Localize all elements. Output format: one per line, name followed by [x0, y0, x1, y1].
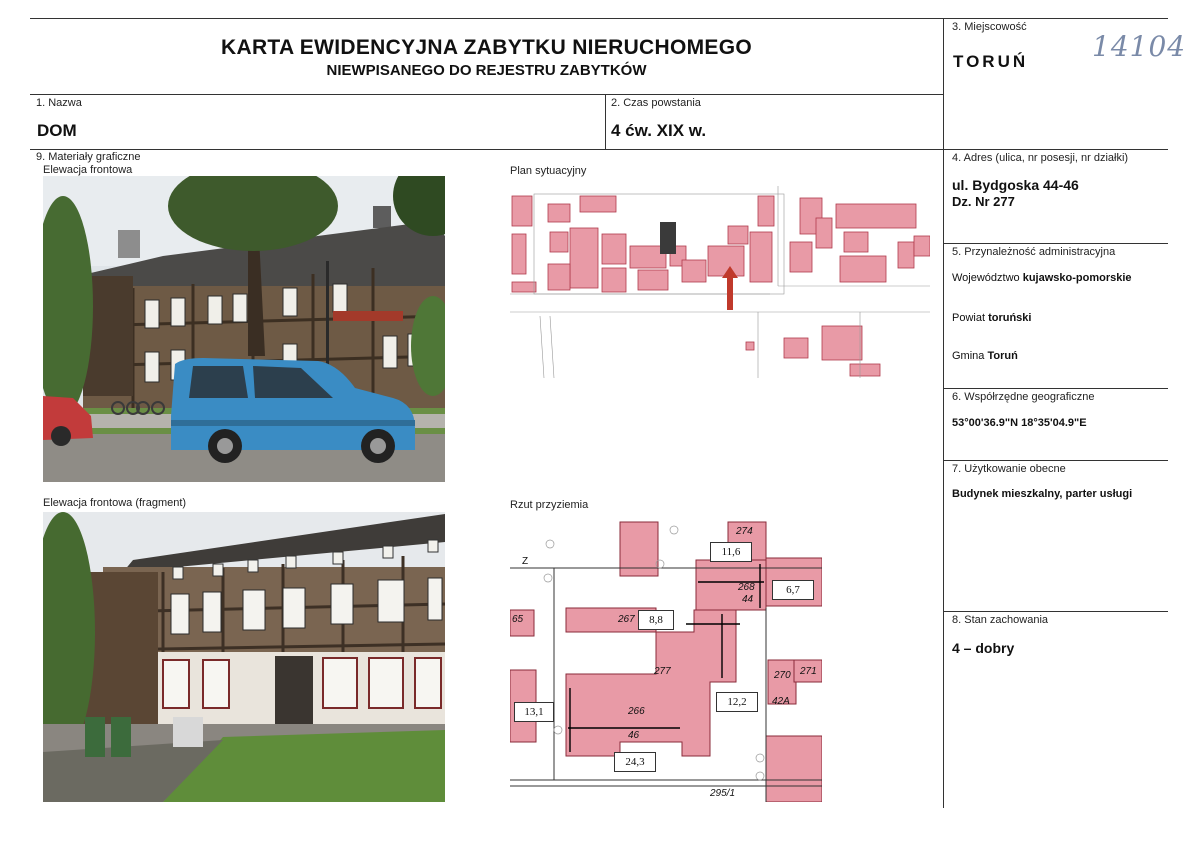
- field-1-value: DOM: [37, 121, 77, 140]
- dim-12-2: 12,2: [716, 692, 758, 712]
- plan-label-42a: 42A: [772, 696, 790, 707]
- dim-13-1: 13,1: [514, 702, 554, 722]
- ground-floor-plan: [510, 520, 822, 802]
- field-3-label: 3. Miejscowość: [952, 21, 1027, 33]
- photo-front-elevation-fragment: [43, 512, 445, 802]
- caption-front-elevation: Elewacja frontowa: [43, 164, 133, 176]
- field-7-label: 7. Użytkowanie obecne: [952, 463, 1066, 475]
- plan-label-266: 266: [628, 706, 645, 717]
- field-5-label: 5. Przynależność administracyjna: [952, 246, 1116, 258]
- photo-front-elevation: [43, 176, 445, 482]
- plan-label-270: 270: [774, 670, 791, 681]
- f5-bottom-line: [943, 388, 1168, 389]
- dim-11-6: 11,6: [710, 542, 752, 562]
- plan-label-267: 267: [618, 614, 635, 625]
- handwritten-number: 14104: [1092, 30, 1187, 63]
- dim-6-7: 6,7: [772, 580, 814, 600]
- field-8-value: 4 – dobry: [952, 640, 1015, 656]
- field-4-address: ul. Bydgoska 44-46: [952, 177, 1079, 193]
- row1-bottom-line: [30, 149, 1168, 150]
- field-4-label: 4. Adres (ulica, nr posesji, nr działki): [952, 152, 1129, 164]
- field-5-county: Powiat toruński: [952, 312, 1032, 324]
- field-2-label: 2. Czas powstania: [611, 97, 701, 109]
- dim-24-3: 24,3: [614, 752, 656, 772]
- caption-site-plan: Plan sytuacyjny: [510, 165, 587, 177]
- plan-label-46: 46: [628, 730, 640, 741]
- field-3-value: TORUŃ: [953, 52, 1029, 71]
- caption-ground-floor-plan: Rzut przyziemia: [510, 499, 589, 511]
- f6-bottom-line: [943, 460, 1168, 461]
- field-5-voivodeship: Województwo kujawsko-pomorskie: [952, 272, 1132, 284]
- frame-right-column-line: [943, 18, 944, 808]
- field-7-value: Budynek mieszkalny, parter usługi: [952, 488, 1133, 500]
- plan-label-268: 268: [738, 582, 755, 593]
- f7-bottom-line: [943, 611, 1168, 612]
- plan-label-65: 65: [512, 614, 524, 625]
- site-plan-map: [510, 186, 930, 378]
- field-2-value: 4 ćw. XIX w.: [611, 121, 707, 140]
- plan-label-271: 271: [800, 666, 817, 677]
- field-6-value: 53°00'36.9"N 18°35'04.9"E: [952, 417, 1087, 429]
- header-bottom-line: [30, 94, 943, 95]
- plan-label-277: 277: [654, 666, 671, 677]
- plan-label-z: Z: [522, 556, 529, 567]
- frame-top-line: [30, 18, 1168, 19]
- field-6-label: 6. Współrzędne geograficzne: [952, 391, 1095, 403]
- field-8-label: 8. Stan zachowania: [952, 614, 1049, 626]
- card-subtitle: NIEWPISANEGO DO REJESTRU ZABYTKÓW: [326, 62, 647, 79]
- card-title: KARTA EWIDENCYJNA ZABYTKU NIERUCHOMEGO: [221, 36, 752, 59]
- dim-8-8: 8,8: [638, 610, 674, 630]
- caption-front-elevation-fragment: Elewacja frontowa (fragment): [43, 497, 187, 509]
- plan-label-295-1: 295/1: [710, 788, 736, 799]
- field-9-label: 9. Materiały graficzne: [36, 151, 141, 163]
- plan-label-274: 274: [736, 526, 753, 537]
- f4-bottom-line: [943, 243, 1168, 244]
- field-5-commune: Gmina Toruń: [952, 350, 1018, 362]
- plan-label-44: 44: [742, 594, 754, 605]
- row1-divider: [605, 94, 606, 149]
- field-1-label: 1. Nazwa: [36, 97, 82, 109]
- field-4-plot: Dz. Nr 277: [952, 194, 1015, 209]
